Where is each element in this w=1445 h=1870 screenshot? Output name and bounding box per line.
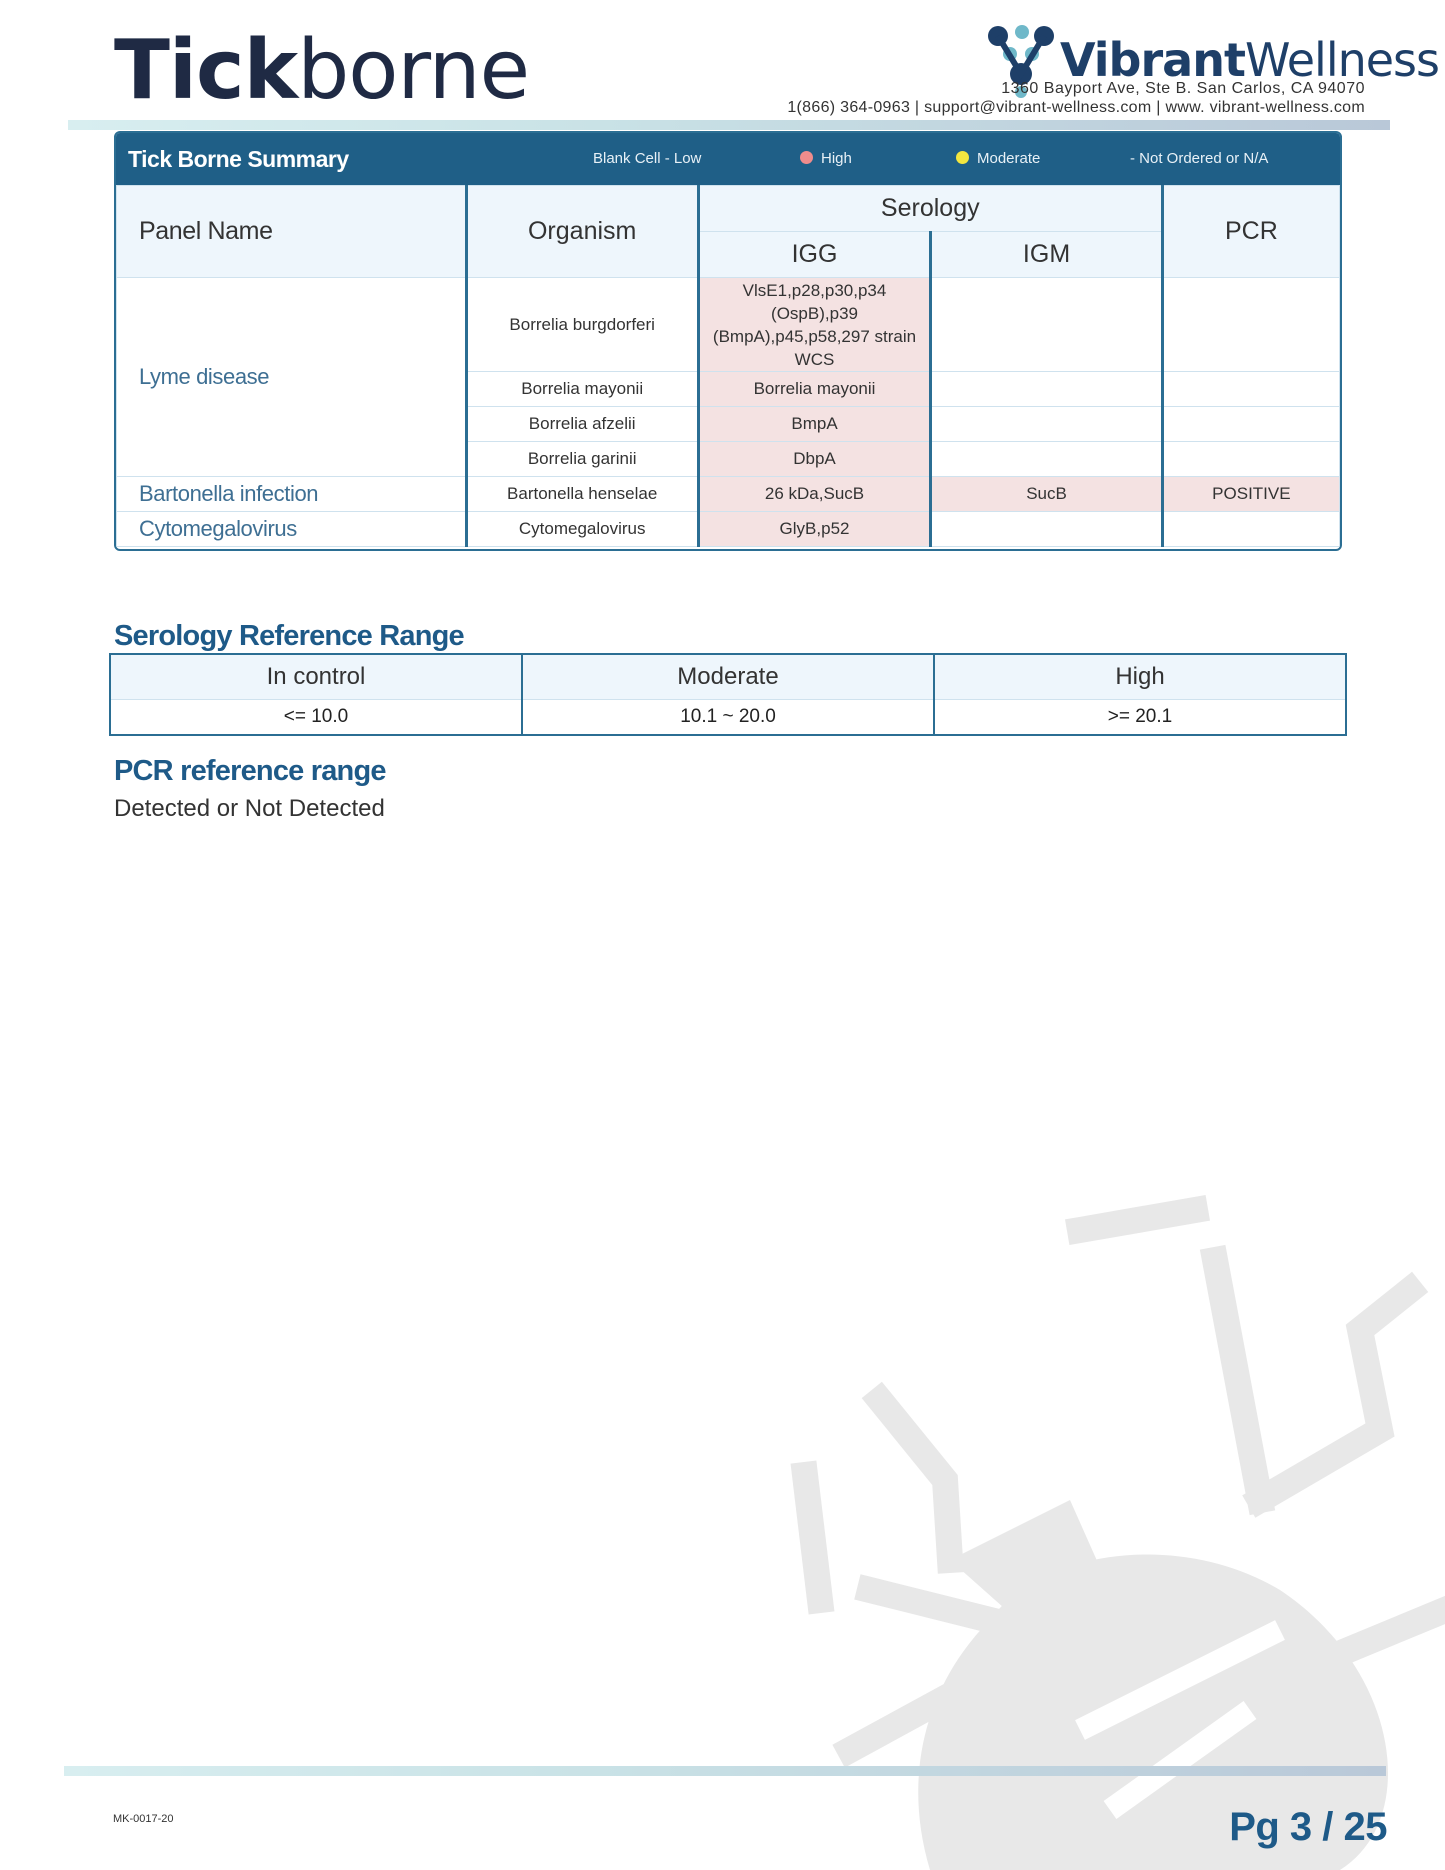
igm-cell	[931, 512, 1163, 547]
igg-cell: DbpA	[698, 442, 931, 477]
footer-divider	[64, 1766, 1386, 1776]
ref-header-high: High	[934, 654, 1346, 700]
col-header-organism: Organism	[466, 186, 698, 278]
igg-cell: GlyB,p52	[698, 512, 931, 547]
table-row	[117, 278, 1340, 372]
legend-moderate: Moderate	[956, 150, 1040, 167]
organism-cell: Borrelia garinii	[466, 442, 698, 477]
organism-cell: Borrelia afzelii	[466, 407, 698, 442]
pcr-cell	[1162, 407, 1339, 442]
ref-value-moderate: 10.1 ~ 20.0	[522, 700, 934, 736]
pcr-cell: POSITIVE	[1162, 477, 1339, 512]
tick-borne-summary-table	[114, 131, 1342, 551]
organism-cell: Cytomegalovirus	[466, 512, 698, 547]
pcr-reference-title: PCR reference range	[114, 755, 386, 787]
igg-cell: VlsE1,p28,p30,p34 (OspB),p39 (BmpA),p45,p58,297 strain WCS	[698, 278, 931, 372]
high-dot-icon	[800, 151, 813, 164]
legend-high: High	[800, 150, 852, 167]
igg-cell: Borrelia mayonii	[698, 372, 931, 407]
col-header-panel-name: Panel Name	[117, 186, 467, 278]
document-code: MK-0017-20	[113, 1813, 174, 1825]
company-contact: 1(866) 364-0963 | support@vibrant-wellness.com | www. vibrant-wellness.com	[787, 99, 1365, 116]
pcr-cell	[1162, 512, 1339, 547]
pcr-reference-text: Detected or Not Detected	[114, 795, 385, 822]
ref-value-in-control: <= 10.0	[110, 700, 522, 736]
organism-cell: Borrelia burgdorferi	[466, 278, 698, 372]
serology-reference-title: Serology Reference Range	[114, 620, 464, 652]
legend-blank-low: Blank Cell - Low	[593, 150, 702, 167]
brand-name: VibrantWellness	[1060, 33, 1439, 87]
panel-name-cell: Lyme disease	[117, 278, 467, 477]
table-row	[117, 477, 1340, 512]
tick-watermark-icon	[780, 1170, 1445, 1870]
company-address: 1360 Bayport Ave, Ste B. San Carlos, CA 94070	[1001, 80, 1365, 97]
igg-cell: BmpA	[698, 407, 931, 442]
table-row	[117, 512, 1340, 547]
moderate-dot-icon	[956, 151, 969, 164]
page-number: Pg 3 / 25	[1229, 1805, 1387, 1849]
igm-cell	[931, 407, 1163, 442]
col-header-serology: Serology	[698, 186, 1162, 232]
col-header-igm: IGM	[931, 232, 1163, 278]
pcr-cell	[1162, 278, 1339, 372]
serology-reference-table	[109, 653, 1347, 736]
summary-header-bar	[116, 133, 1340, 185]
summary-title: Tick Borne Summary	[128, 146, 349, 172]
panel-name-cell: Cytomegalovirus	[117, 512, 467, 547]
panel-name-cell: Bartonella infection	[117, 477, 467, 512]
legend-not-ordered: - Not Ordered or N/A	[1130, 150, 1269, 167]
organism-cell: Borrelia mayonii	[466, 372, 698, 407]
pcr-cell	[1162, 372, 1339, 407]
ref-value-high: >= 20.1	[934, 700, 1346, 736]
summary-grid	[116, 185, 1340, 547]
pcr-cell	[1162, 442, 1339, 477]
report-title: Tickborne	[114, 23, 530, 118]
igg-cell: 26 kDa,SucB	[698, 477, 931, 512]
ref-header-in-control: In control	[110, 654, 522, 700]
igm-cell	[931, 278, 1163, 372]
igm-cell: SucB	[931, 477, 1163, 512]
igm-cell	[931, 372, 1163, 407]
col-header-igg: IGG	[698, 232, 931, 278]
organism-cell: Bartonella henselae	[466, 477, 698, 512]
header-divider	[68, 120, 1390, 130]
igm-cell	[931, 442, 1163, 477]
ref-header-moderate: Moderate	[522, 654, 934, 700]
col-header-pcr: PCR	[1162, 186, 1339, 278]
